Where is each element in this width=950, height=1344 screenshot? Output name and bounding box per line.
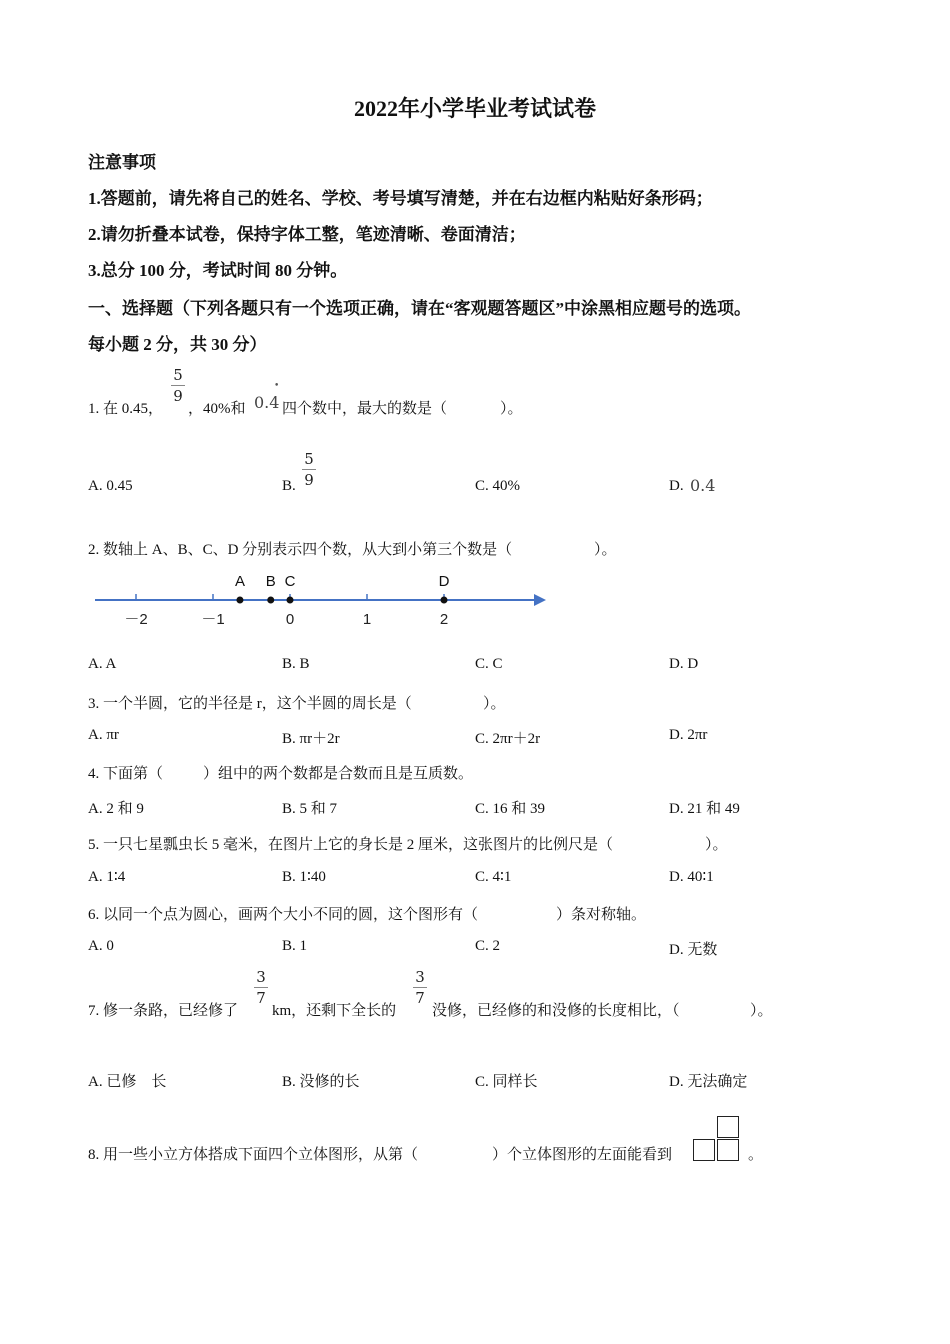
q7-fraction-2-denominator: 7 <box>415 989 425 1007</box>
q8-text-end: 。 <box>748 1147 764 1163</box>
q7-option-c[interactable]: C. 同样长 <box>475 1074 538 1090</box>
left-view-figure <box>693 1116 743 1164</box>
q1-fraction-numerator: 5 <box>173 366 183 384</box>
q1-fraction-denominator: 9 <box>173 387 183 405</box>
q1-option-a[interactable]: A. 0.45 <box>88 478 133 494</box>
notice-item-3: 3.总分 100 分，考试时间 80 分钟。 <box>88 261 348 280</box>
q3-option-b[interactable]: B. πr＋2r <box>282 731 340 747</box>
number-line-point-c <box>287 597 294 604</box>
q5-option-b[interactable]: B. 1∶40 <box>282 869 326 885</box>
q8-text-mid: ）个立体图形的左面能看到 <box>492 1147 673 1163</box>
q6-option-c[interactable]: C. 2 <box>475 938 501 954</box>
q7-text-part4: ）。 <box>750 1003 773 1019</box>
q6-text: 6. 以同一个点为圆心，画两个大小不同的圆，这个图形有（ <box>88 907 479 923</box>
q4-option-b[interactable]: B. 5 和 7 <box>282 801 338 817</box>
q1-repeating-value: 0.4 <box>254 393 280 412</box>
number-line-point-label: D <box>438 573 450 590</box>
notice-heading: 注意事项 <box>88 153 156 172</box>
q1-option-b-fraction <box>301 450 317 489</box>
q3-text-end: ）。 <box>483 696 506 712</box>
q5-text-end: ）。 <box>705 837 728 853</box>
q3-option-c[interactable]: C. 2πr＋2r <box>475 731 541 747</box>
q2-option-d[interactable]: D. D <box>669 656 699 672</box>
number-line-tick-label: －1 <box>201 611 225 628</box>
arrow-icon <box>534 594 546 606</box>
q7-fraction-1-denominator: 7 <box>256 989 266 1007</box>
q4-option-a[interactable]: A. 2 和 9 <box>88 801 144 817</box>
q1-option-c[interactable]: C. 40% <box>475 478 520 494</box>
q6-option-d[interactable]: D. 无数 <box>669 942 718 958</box>
repeating-dot-icon: • <box>274 381 280 391</box>
fraction-bar <box>171 385 185 386</box>
q1-text-part2: ，40%和 <box>188 401 246 417</box>
q5-option-a[interactable]: A. 1∶4 <box>88 869 126 885</box>
q1-option-b-prefix: B. <box>282 478 296 494</box>
q7-fraction-2-numerator: 3 <box>415 968 425 986</box>
number-line-point-a <box>236 597 243 604</box>
section1-subheading: 每小题 2 分，共 30 分） <box>88 335 267 354</box>
q7-fraction-1 <box>253 968 269 1007</box>
q7-text-part2: km，还剩下全长的 <box>272 1003 397 1019</box>
number-line-tick-label: 1 <box>362 611 372 628</box>
q1-option-b-denominator: 9 <box>304 471 314 489</box>
q7-fraction-2 <box>412 968 428 1007</box>
q5-text: 5. 一只七星瓢虫长 5 毫米，在图片上它的身长是 2 厘米，这张图片的比例尺是（ <box>88 837 614 853</box>
q4-option-c[interactable]: C. 16 和 39 <box>475 801 546 817</box>
q3-option-d[interactable]: D. 2πr <box>669 727 708 743</box>
q8-text: 8. 用一些小立方体搭成下面四个立体图形，从第（ <box>88 1147 419 1163</box>
q1-option-d-decimal: 0.4 <box>690 476 716 495</box>
q1-option-b-numerator: 5 <box>304 450 314 468</box>
q4-option-d[interactable]: D. 21 和 49 <box>669 801 740 817</box>
q5-option-c[interactable]: C. 4∶1 <box>475 869 512 885</box>
fraction-bar <box>254 987 268 988</box>
q1-text-part4: ）。 <box>500 401 523 417</box>
number-line-tick-label: 2 <box>439 611 449 628</box>
q1-option-d[interactable] <box>669 478 684 495</box>
q4-text-end: ）组中的两个数都是合数而且是互质数。 <box>203 766 474 782</box>
q7-option-d[interactable]: D. 无法确定 <box>669 1074 748 1090</box>
q1-repeating-decimal <box>254 381 280 412</box>
q5-option-d[interactable]: D. 40∶1 <box>669 869 714 885</box>
number-line-tick-label: －2 <box>124 611 148 628</box>
q7-text-part1: 7. 修一条路，已经修了 <box>88 1003 239 1019</box>
number-line-point-label: C <box>284 573 296 590</box>
q4-text: 4. 下面第（ <box>88 766 164 782</box>
q6-text-end: ）条对称轴。 <box>556 907 647 923</box>
view-square <box>717 1116 739 1138</box>
q1-text-part3: 四个数中，最大的数是（ <box>282 401 448 417</box>
q2-option-c[interactable]: C. C <box>475 656 503 672</box>
q1-option-b[interactable] <box>282 478 296 495</box>
q1-option-d-value <box>690 476 715 495</box>
fraction-bar <box>413 987 427 988</box>
q1-option-d-prefix: D. <box>669 478 684 494</box>
q6-option-b[interactable]: B. 1 <box>282 938 308 954</box>
q6-option-a[interactable]: A. 0 <box>88 938 114 954</box>
view-square <box>717 1139 739 1161</box>
q1-fraction <box>170 366 186 405</box>
notice-item-1: 1.答题前，请先将自己的姓名、学校、考号填写清楚，并在右边框内粘贴好条形码； <box>88 189 713 208</box>
number-line-point-label: A <box>234 573 245 590</box>
number-line-point-label: B <box>265 573 276 590</box>
q3-text: 3. 一个半圆，它的半径是 r，这个半圆的周长是（ <box>88 696 412 712</box>
section1-heading: 一、选择题（下列各题只有一个选项正确，请在“客观题答题区”中涂黑相应题号的选项。 <box>88 299 751 318</box>
q7-option-b[interactable]: B. 没修的长 <box>282 1074 360 1090</box>
q2-option-b[interactable]: B. B <box>282 656 310 672</box>
q7-option-a[interactable]: A. 已修 长 <box>88 1074 167 1090</box>
number-line-point-b <box>267 597 274 604</box>
q2-text: 2. 数轴上 A、B、C、D 分别表示四个数，从大到小第三个数是（ <box>88 542 513 558</box>
page-title: 2022年小学毕业考试试卷 <box>353 96 596 121</box>
view-square <box>693 1139 715 1161</box>
q7-text-part3: 没修，已经修的和没修的长度相比，（ <box>432 1003 680 1019</box>
q2-option-a[interactable]: A. A <box>88 656 117 672</box>
q3-option-a[interactable]: A. πr <box>88 727 119 743</box>
number-line <box>90 566 560 636</box>
notice-item-2: 2.请勿折叠本试卷，保持字体工整，笔迹清晰、卷面清洁； <box>88 225 526 244</box>
fraction-bar <box>302 469 316 470</box>
number-line-point-d <box>441 597 448 604</box>
q2-text-end: ）。 <box>594 542 617 558</box>
q7-fraction-1-numerator: 3 <box>256 968 266 986</box>
q1-text-part1: 1. 在 0.45， <box>88 401 164 417</box>
number-line-tick-label: 0 <box>285 611 295 628</box>
